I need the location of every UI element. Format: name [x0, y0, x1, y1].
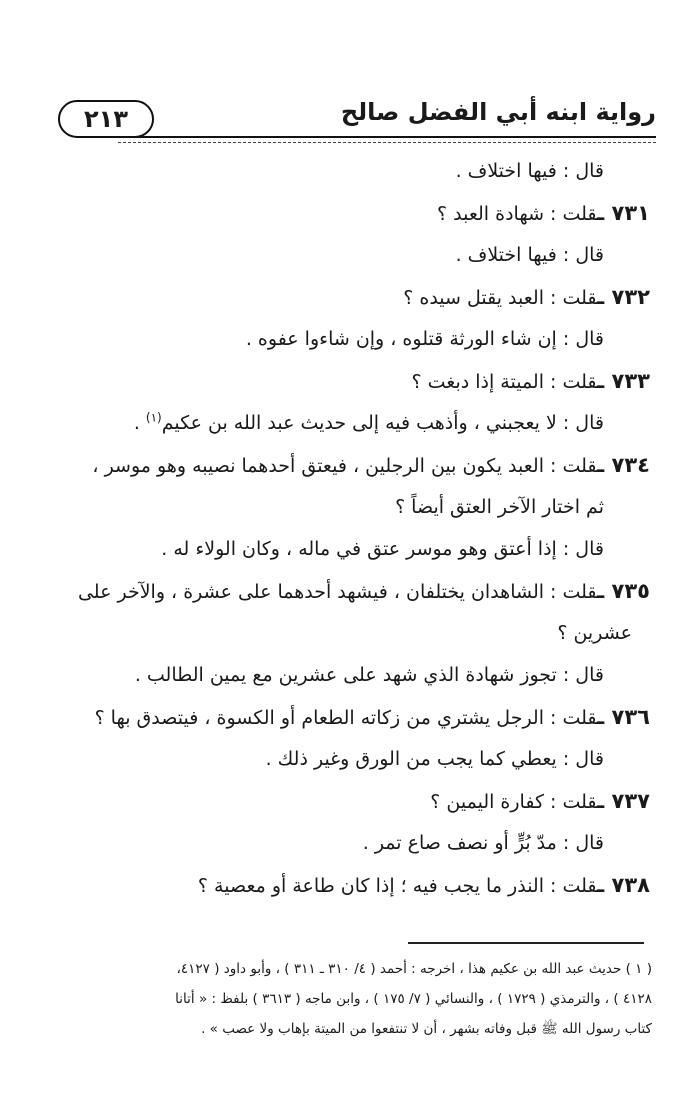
question-line: ٧٣٥ ـقلت : الشاهدان يختلفان ، فيشهد أحدهما على عشرة ، والآخر على	[77, 579, 650, 603]
footnotes	[40, 954, 652, 1044]
question-continuation: ثم اختار الآخر العتق أيضاً ؟	[395, 496, 604, 518]
answer-line: قال : فيها اختلاف .	[455, 160, 604, 182]
question-line: ٧٣١ ـقلت : شهادة العبد ؟	[437, 201, 650, 225]
header-rule	[118, 136, 656, 143]
question-line: ٧٣٧ ـقلت : كفارة اليمين ؟	[430, 789, 650, 813]
question-line: ٧٣٨ ـقلت : النذر ما يجب فيه ؛ إذا كان طاعة أو معصية ؟	[197, 873, 650, 897]
question-number: ٧٣٦ ـ	[597, 705, 650, 729]
question-number: ٧٣١ ـ	[597, 201, 650, 225]
question-number: ٧٣٢ ـ	[597, 285, 650, 309]
footnote-marker: (١)	[145, 410, 162, 425]
question-line: ٧٣٦ ـقلت : الرجل يشتري من زكاته الطعام أو الكسوة ، فيتصدق بها ؟	[94, 705, 650, 729]
running-title: رواية ابنه أبي الفضل صالح	[340, 98, 656, 126]
page-number-badge	[58, 100, 154, 138]
question-line: ٧٣٢ ـقلت : العبد يقتل سيده ؟	[403, 285, 650, 309]
question-line: ٧٣٤ ـقلت : العبد يكون بين الرجلين ، فيعتق أحدهما نصيبه وهو موسر ،	[92, 453, 650, 477]
answer-line: قال : إذا أعتق وهو موسر عتق في ماله ، وكان الولاء له .	[161, 538, 604, 560]
footnote-line: كتاب رسول الله ﷺ قبل وفاته بشهر ، أن لا تنتفعوا من الميتة بإهاب ولا عصب » .	[201, 1021, 652, 1037]
answer-line: قال : لا يعجبني ، وأذهب فيه إلى حديث عبد الله بن عكيم$^{(١)}$ .	[133, 410, 604, 434]
question-number: ٧٣٣ ـ	[597, 369, 650, 393]
question-number: ٧٣٥ ـ	[597, 579, 650, 603]
footnote-line: ( ١ ) حديث عبد الله بن عكيم هذا ، اخرجه : أحمد ( ٤/ ٣١٠ ـ ٣١١ ) ، وأبو داود ( ٤١٢٧،	[176, 961, 652, 977]
question-number: ٧٣٧ ـ	[597, 789, 650, 813]
question-continuation: عشرين ؟	[557, 622, 632, 644]
answer-line: قال : يعطي كما يجب من الورق وغير ذلك .	[265, 748, 604, 770]
page-body	[48, 150, 650, 906]
footnote-line: ٤١٢٨ ) ، والترمذي ( ١٧٢٩ ) ، والنسائي ( ٧/ ١٧٥ ) ، وابن ماجه ( ٣٦١٣ ) بلفظ : « أتانا	[175, 991, 652, 1007]
question-number: ٧٣٨ ـ	[597, 873, 650, 897]
answer-line: قال : فيها اختلاف .	[455, 244, 604, 266]
page-header	[40, 96, 656, 144]
question-line: ٧٣٣ ـقلت : الميتة إذا دبغت ؟	[411, 369, 650, 393]
page-number: ٢١٣	[84, 105, 128, 133]
footnote-rule	[408, 942, 644, 944]
answer-line: قال : مدّ بُرٍّ أو نصف صاع تمر .	[362, 832, 604, 854]
answer-line: قال : تجوز شهادة الذي شهد على عشرين مع يمين الطالب .	[134, 664, 604, 686]
question-number: ٧٣٤ ـ	[597, 453, 650, 477]
answer-line: قال : إن شاء الورثة قتلوه ، وإن شاءوا عفوه .	[245, 328, 604, 350]
